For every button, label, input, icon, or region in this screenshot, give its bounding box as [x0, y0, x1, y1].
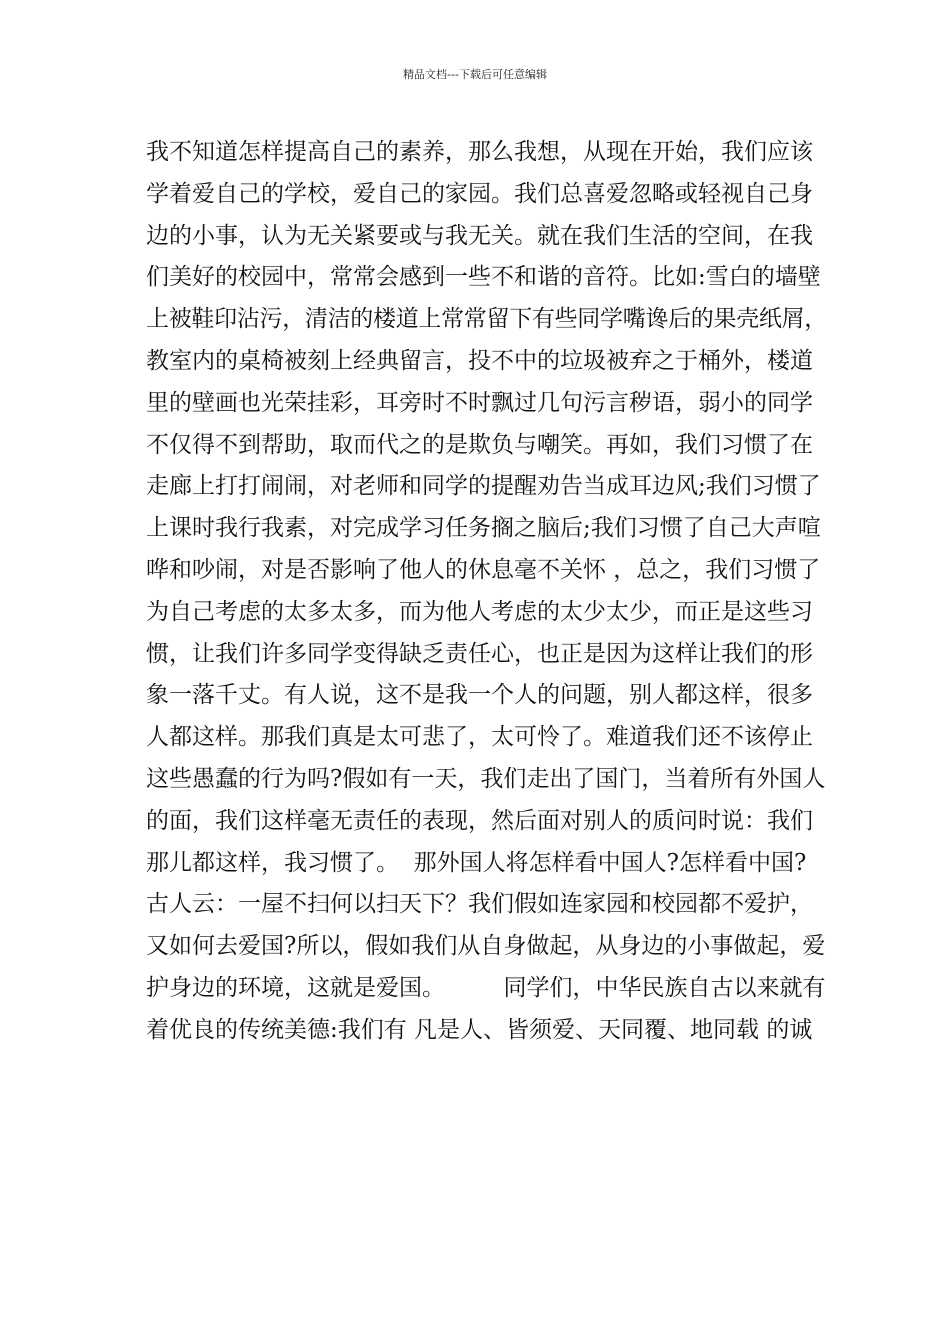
text-line: 那儿都这样，我习惯了。 那外国人将怎样看中国人?怎样看中国? [146, 849, 807, 876]
text-line: 里的壁画也光荣挂彩，耳旁时不时飘过几句污言秽语，弱小的同学 [146, 389, 813, 416]
text-line: 为自己考虑的太多太多，而为他人考虑的太少太少，而正是这些习 [146, 598, 813, 625]
text-line: 象一落千丈。有人说，这不是我一个人的问题，别人都这样，很多 [146, 682, 813, 709]
text-line: 着优良的传统美德:我们有 凡是人、皆须爱、天同覆、地同载 的诚 [146, 1016, 813, 1043]
text-line: 走廊上打打闹闹，对老师和同学的提醒劝告当成耳边风;我们习惯了 [146, 473, 821, 500]
text-line: 人都这样。那我们真是太可悲了，太可怜了。难道我们还不该停止 [146, 724, 813, 751]
text-line: 上课时我行我素，对完成学习任务搁之脑后;我们习惯了自己大声喧 [146, 515, 821, 542]
body-text [146, 132, 826, 1052]
text-line: 的面，我们这样毫无责任的表现，然后面对别人的质问时说：我们 [146, 807, 813, 834]
text-line: 上被鞋印沾污，清洁的楼道上常常留下有些同学嘴谗后的果壳纸屑， [146, 306, 828, 333]
text-line: 护身边的环境，这就是爱国。 同学们，中华民族自古以来就有 [146, 974, 826, 1001]
text-line: 不仅得不到帮助，取而代之的是欺负与嘲笑。再如，我们习惯了在 [146, 431, 813, 458]
text-line: 边的小事，认为无关紧要或与我无关。就在我们生活的空间，在我 [146, 222, 813, 249]
page-header: 精品文档---下载后可任意编辑 [403, 68, 547, 81]
text-line: 这些愚蠢的行为吗?假如有一天，我们走出了国门，当着所有外国人 [146, 765, 826, 792]
text-line: 惯，让我们许多同学变得缺乏责任心，也正是因为这样让我们的形 [146, 640, 813, 667]
text-line: 教室内的桌椅被刻上经典留言，投不中的垃圾被弃之于桶外，楼道 [146, 347, 813, 374]
text-line: 我不知道怎样提高自己的素养，那么我想，从现在开始，我们应该 [146, 139, 813, 165]
text-line: 哗和吵闹，对是否影响了他人的休息毫不关怀 ，总之，我们习惯了 [146, 556, 821, 583]
text-line: 们美好的校园中，常常会感到一些不和谐的音符。比如:雪白的墙壁 [146, 264, 821, 291]
text-line: 学着爱自己的学校，爱自己的家园。我们总喜爱忽略或轻视自己身 [146, 180, 813, 207]
text-line: 又如何去爱国?所以，假如我们从自身做起，从身边的小事做起，爱 [146, 933, 826, 960]
text-line: 古人云：一屋不扫何以扫天下？我们假如连家园和校园都不爱护， [146, 891, 813, 918]
